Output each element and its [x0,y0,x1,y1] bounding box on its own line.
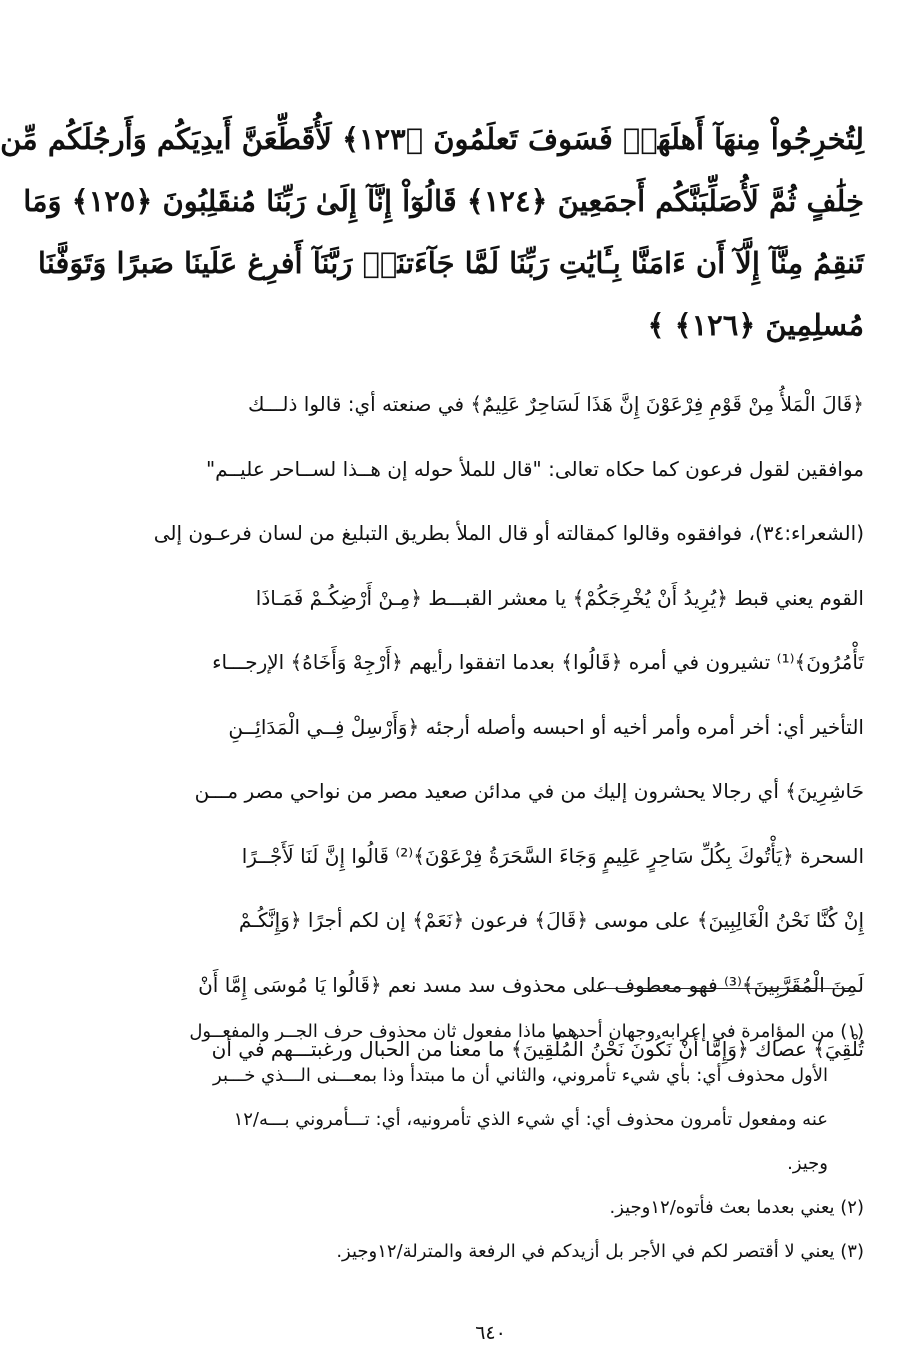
quran-line: تَنقِمُ مِنَّآ إِلَّآ أَن ءَامَنَّا بِـَٔايَٰتِ رَبِّنَا لَمَّا جَآءَتنَاۚ رَبَّنَآ أَفرِغ عَلَينَا صَبرًا وَتَوَفَّنَا [37,246,864,280]
commentary-line: موافقين لقول فرعون كما حكاه تعالى: "قال للملأ حوله إن هــذا لســاحر عليــم" [205,456,864,481]
commentary-line: ﴿قَالَ الْمَلأُ مِنْ قَوْمِ فِرْعَوْنَ إِنَّ هَذَا لَسَاحِرٌ عَلِيمٌ﴾ في صنعته أي: قالوا ذلـــك [247,392,864,416]
footnote-line: (٢) يعني بعدما بعث فأتوه/١٢وجيز. [609,1197,864,1218]
footnote-line: عنه ومفعول تأمرون محذوف أي: أي شيء الذي تأمرونيه، أي: تـــأمروني بـــه/١٢ [233,1109,828,1130]
footnotes-block [103,1010,864,1274]
footnote-divider [597,988,851,989]
commentary-line: القوم يعني قبط ﴿يُرِيدُ أَنْ يُخْرِجَكُمْ﴾ يا معشر القبـــط ﴿مِـنْ أَرْضِكُـمْ فَمَـاذَا [255,585,864,610]
quran-verse-block [0,108,864,356]
commentary-block [103,372,864,1082]
commentary-line: لَمِنَ الْمُقَرَّبِينَ﴾⁽³⁾ فهو معطوف على محذوف سد مسد نعم ﴿قَالُوا يَا مُوسَى إِمَّا أَنْ [198,972,864,997]
footnote-line: الأول محذوف أي: بأي شيء تأمروني، والثاني أن ما مبتدأ وذا بمعـــنى الـــذي خـــبر [213,1065,828,1086]
commentary-line: تُلْقِيَ﴾ عصاك ﴿وَإِمَّا أَنْ نَكُونَ نَحْنُ الْمُلْقِينَ﴾ ما معنا من الحبال ورغبتـــهم في أن [211,1037,864,1061]
commentary-line: السحرة ﴿يَأْتُوكَ بِكُلِّ سَاحِرٍ عَلِيمٍ وَجَاءَ السَّحَرَةُ فِرْعَوْنَ﴾⁽²⁾ قَالُوا إِنَّ لَنَا لَأَجْــرًا [241,843,864,868]
footnote-line: (٣) يعني لا أقتصر لكم في الأجر بل أزيدكم في الرفعة والمترلة/١٢وجيز. [336,1241,864,1262]
footnote-line: (١) من المؤامرة في إعرابه وجهان أحدهما ماذا مفعول ثان محذوف حرف الجــر والمفعــول [189,1021,864,1042]
commentary-line: حَاشِرِينَ﴾ أي رجالا يحشرون إليك من في مدائن صعيد مصر من نواحي مصر مـــن [194,779,864,803]
commentary-line: إِنْ كُنَّا نَحْنُ الْغَالِبِينَ﴾ على موسى ﴿قَالَ﴾ فرعون ﴿نَعَمْ﴾ إن لكم أجرًا ﴿وَإِنَّكُـمْ [238,908,864,932]
commentary-line: (الشعراء:٣٤)، فوافقوه وقالوا كمقالته أو قال الملأ بطريق التبليغ من لسان فرعـون إلى [153,521,864,545]
page-number: ٦٤٠ [475,1322,506,1344]
commentary-line: تَأْمُرُونَ﴾⁽¹⁾ تشيرون في أمره ﴿قَالُوا﴾ بعدما اتفقوا رأيهم ﴿أَرْجِهْ وَأَخَاهُ﴾ الإرجـــاء [212,650,864,674]
quran-line: مُسلِمِينَ ﴿١٢٦﴾ ﴾ [647,308,864,342]
quran-line: لِتُخرِجُواْ مِنهَآ أَهلَهَاۖ فَسَوفَ تَعلَمُونَ ﴿١٢٣﴾ لَأُقَطِّعَنَّ أَيدِيَكُم وَأَرجُلَكُم مِّن [0,122,864,156]
footnote-line: وجيز. [787,1153,828,1174]
commentary-line: التأخير أي: أخر أمره وأمر أخيه أو احبسه وأصله أرجئه ﴿وَأَرْسِلْ فِــي الْمَدَائِــنِ [228,714,864,739]
quran-line: خِلَٰفٍ ثُمَّ لَأُصَلِّبَنَّكُم أَجمَعِينَ ﴿١٢٤﴾ قَالُوٓاْ إِنَّآ إِلَىٰ رَبِّنَا مُنقَلِبُونَ ﴿١٢٥﴾ وَمَا [23,184,864,218]
